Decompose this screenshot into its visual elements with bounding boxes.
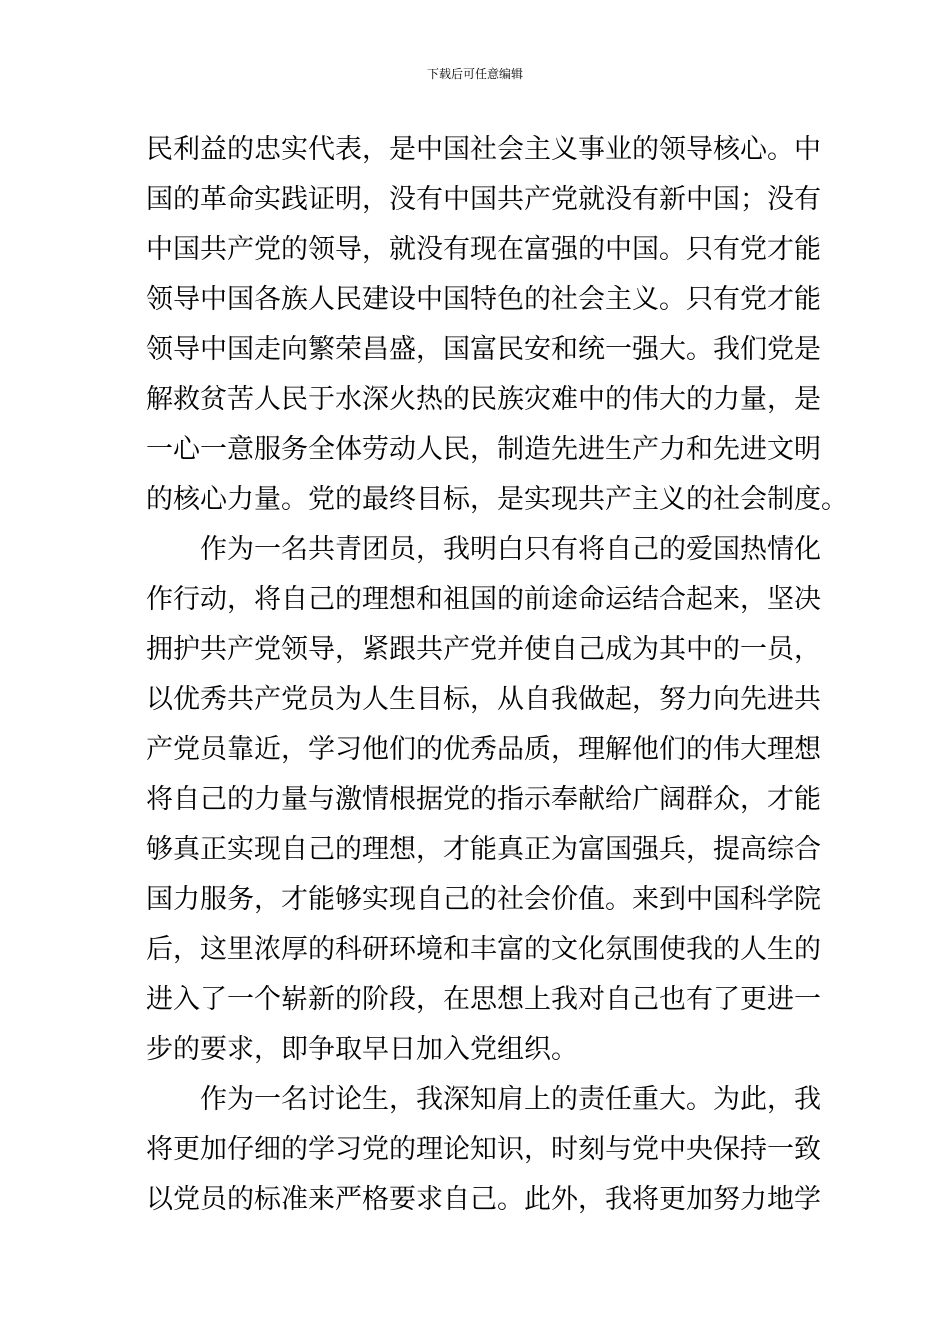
text-line: 作行动，将自己的理想和祖国的前途命运结合起来，坚决 — [146, 584, 821, 615]
page-header-note: 下载后可任意编辑 — [426, 67, 523, 81]
text-line: 后，这里浓厚的科研环境和丰富的文化氛围使我的人生的 — [146, 934, 821, 965]
text-line: 将更加仔细的学习党的理论知识，时刻与党中央保持一致 — [146, 1134, 821, 1165]
text-line: 产党员靠近，学习他们的优秀品质，理解他们的伟大理想 — [146, 734, 821, 765]
text-line: 以党员的标准来严格要求自己。此外，我将更加努力地学 — [146, 1184, 821, 1215]
text-line: 中国共产党的领导，就没有现在富强的中国。只有党才能 — [146, 234, 821, 265]
text-line: 够真正实现自己的理想，才能真正为富国强兵，提高综合 — [146, 834, 821, 865]
document-body — [146, 125, 848, 1225]
text-line: 领导中国各族人民建设中国特色的社会主义。只有党才能 — [146, 284, 821, 315]
text-line: 解救贫苦人民于水深火热的民族灾难中的伟大的力量，是 — [146, 384, 821, 415]
text-line: 将自己的力量与激情根据党的指示奉献给广阔群众，才能 — [146, 784, 821, 815]
text-line: 一心一意服务全体劳动人民，制造先进生产力和先进文明 — [146, 434, 821, 465]
text-line: 拥护共产党领导，紧跟共产党并使自己成为其中的一员， — [146, 634, 821, 665]
text-line: 国力服务，才能够实现自己的社会价值。来到中国科学院 — [146, 884, 821, 915]
paragraph-first-line: 作为一名共青团员，我明白只有将自己的爱国热情化 — [200, 534, 821, 565]
paragraph-first-line: 作为一名讨论生，我深知肩上的责任重大。为此，我 — [200, 1084, 821, 1115]
text-line: 的核心力量。党的最终目标，是实现共产主义的社会制度。 — [146, 484, 848, 515]
text-line: 步的要求，即争取早日加入党组织。 — [146, 1034, 578, 1065]
text-line: 领导中国走向繁荣昌盛，国富民安和统一强大。我们党是 — [146, 334, 821, 365]
text-line: 进入了一个崭新的阶段，在思想上我对自己也有了更进一 — [146, 984, 821, 1015]
text-line: 民利益的忠实代表，是中国社会主义事业的领导核心。中 — [146, 134, 821, 165]
text-line: 以优秀共产党员为人生目标，从自我做起，努力向先进共 — [146, 684, 821, 715]
text-line: 国的革命实践证明，没有中国共产党就没有新中国；没有 — [146, 184, 821, 215]
